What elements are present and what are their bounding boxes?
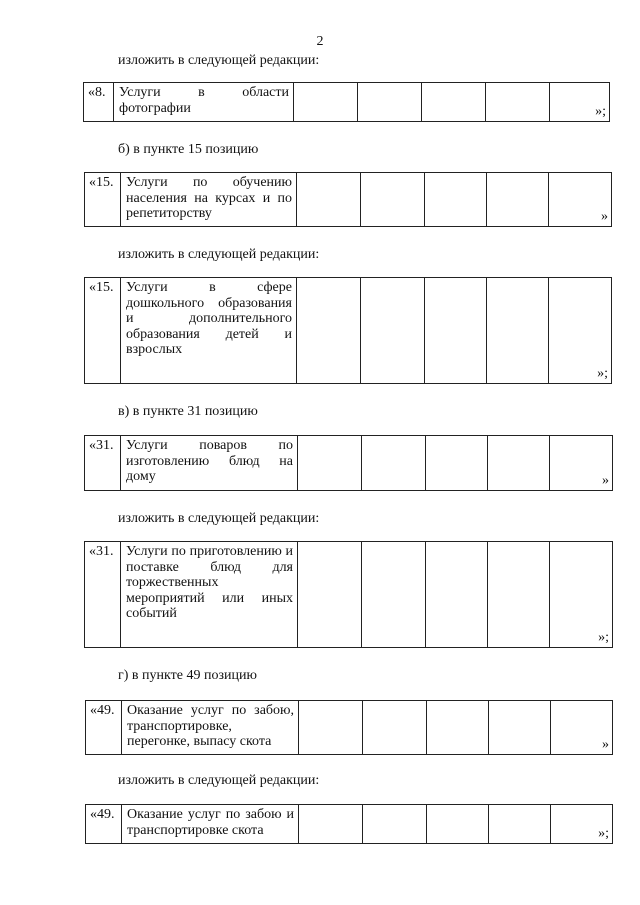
position-description: Услуги по приготовлению и поставке блюд для торжественных мероприятий или иных событий [121, 542, 298, 648]
empty-cell [361, 173, 425, 227]
empty-cell [297, 173, 361, 227]
empty-cell [363, 701, 427, 755]
position-description: Услуги по обучению населения на курсах и по репетиторству [121, 173, 297, 227]
closing-quote: » [601, 208, 608, 224]
paragraph-amend-intro-4: изложить в следующей редакции: [118, 773, 320, 788]
position-description: Услуги поваров по изготовлению блюд на дому [121, 436, 298, 491]
position-number: «31. [85, 436, 121, 491]
empty-cell [487, 173, 549, 227]
closing-quote: »; [595, 103, 606, 119]
closing-quote-cell [550, 542, 613, 648]
closing-quote-cell [550, 83, 610, 122]
empty-cell [425, 278, 487, 384]
closing-quote-cell [549, 278, 612, 384]
empty-cell [486, 83, 550, 122]
position-number: «15. [85, 173, 121, 227]
page-number: 2 [316, 34, 324, 49]
paragraph-item-v: в) в пункте 31 позицию [118, 404, 258, 419]
empty-cell [298, 436, 362, 491]
empty-cell [489, 701, 551, 755]
closing-quote: » [602, 736, 609, 752]
position-number: «15. [85, 278, 121, 384]
position-number: «49. [86, 805, 122, 844]
table-position-49-old [85, 700, 613, 755]
paragraph-amend-intro-2: изложить в следующей редакции: [118, 247, 320, 262]
closing-quote: »; [597, 365, 608, 381]
closing-quote-cell [550, 436, 613, 491]
empty-cell [362, 436, 426, 491]
table-position-49-new [85, 804, 613, 844]
position-description: Услуги в области фотографии [114, 83, 294, 122]
empty-cell [422, 83, 486, 122]
empty-cell [297, 278, 361, 384]
paragraph-item-b: б) в пункте 15 позицию [118, 142, 259, 157]
position-description: Оказание услуг по забою, транспортировке, перегонке, выпасу скота [122, 701, 299, 755]
empty-cell [426, 436, 488, 491]
empty-cell [299, 701, 363, 755]
table-position-15-new [84, 277, 612, 384]
empty-cell [362, 542, 426, 648]
empty-cell [294, 83, 358, 122]
empty-cell [425, 173, 487, 227]
empty-cell [358, 83, 422, 122]
paragraph-amend-intro-1: изложить в следующей редакции: [118, 53, 320, 68]
table-position-8-new [83, 82, 610, 122]
paragraph-item-g: г) в пункте 49 позицию [118, 668, 257, 683]
table-position-31-new [84, 541, 613, 648]
table-position-31-old [84, 435, 613, 491]
empty-cell [361, 278, 425, 384]
empty-cell [427, 805, 489, 844]
empty-cell [487, 278, 549, 384]
position-number: «49. [86, 701, 122, 755]
position-description: Услуги в сфере дошкольного образования и дополнительного образования детей и взрослых [121, 278, 297, 384]
paragraph-amend-intro-3: изложить в следующей редакции: [118, 511, 320, 526]
position-number: «31. [85, 542, 121, 648]
empty-cell [426, 542, 488, 648]
position-description: Оказание услуг по забою и транспортировке скота [122, 805, 299, 844]
closing-quote-cell [551, 701, 613, 755]
empty-cell [427, 701, 489, 755]
empty-cell [299, 805, 363, 844]
empty-cell [488, 542, 550, 648]
empty-cell [489, 805, 551, 844]
empty-cell [488, 436, 550, 491]
closing-quote: »; [598, 825, 609, 841]
closing-quote-cell [549, 173, 612, 227]
closing-quote: » [602, 472, 609, 488]
table-position-15-old [84, 172, 612, 227]
position-number: «8. [84, 83, 114, 122]
empty-cell [363, 805, 427, 844]
closing-quote-cell [551, 805, 613, 844]
closing-quote: »; [598, 629, 609, 645]
empty-cell [298, 542, 362, 648]
